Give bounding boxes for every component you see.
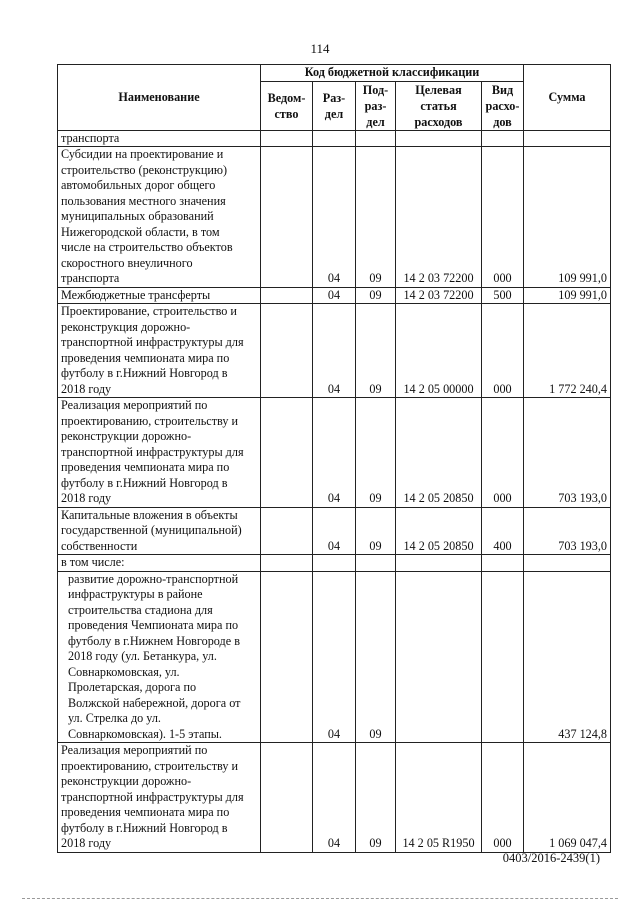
row-name: развитие дорожно-транспортной инфраструктуры в районе строительства стадиона для проведения Чемпионата мира по футболу в г.Нижнем Новгороде в 2018 году (ул. Бетанкура, ул. Совнаркомовская, ул. Пролетарская, дорога по Волжской набережной, дорога от ул. Стрелка до ул. Совнаркомовская). 1-5 этапы. <box>58 571 261 743</box>
row-type <box>482 571 524 743</box>
row-sum: 703 193,0 <box>524 398 611 508</box>
row-type: 400 <box>482 507 524 555</box>
row-subsection <box>356 555 396 572</box>
row-dept <box>261 287 313 304</box>
budget-table <box>57 64 611 853</box>
row-target <box>396 555 482 572</box>
row-name: Проектирование, строительство и реконструкция дорожно- транспортной инфраструктуры для проведения чемпионата мира по футболу в г.Нижний Новгород в 2018 году <box>58 304 261 398</box>
table-row <box>58 147 611 288</box>
header-type: Вид расхо- дов <box>482 81 524 130</box>
table-row <box>58 555 611 572</box>
row-type: 000 <box>482 743 524 853</box>
footer-divider <box>22 898 618 899</box>
row-subsection <box>356 130 396 147</box>
row-target: 14 2 03 72200 <box>396 147 482 288</box>
header-section: Раз- дел <box>313 81 356 130</box>
row-sum: 437 124,8 <box>524 571 611 743</box>
row-dept <box>261 304 313 398</box>
row-subsection: 09 <box>356 571 396 743</box>
row-section: 04 <box>313 287 356 304</box>
row-target: 14 2 05 20850 <box>396 507 482 555</box>
row-section: 04 <box>313 147 356 288</box>
table-row <box>58 304 611 398</box>
row-dept <box>261 507 313 555</box>
row-dept <box>261 555 313 572</box>
row-section: 04 <box>313 507 356 555</box>
row-sum: 109 991,0 <box>524 287 611 304</box>
table-row <box>58 571 611 743</box>
row-target: 14 2 05 00000 <box>396 304 482 398</box>
row-type: 000 <box>482 304 524 398</box>
row-name: Реализация мероприятий по проектированию, строительству и реконструкции дорожно- транспортной инфраструктуры для проведения чемпионата мира по футболу в г.Нижний Новгород в 2018 году <box>58 743 261 853</box>
row-subsection: 09 <box>356 743 396 853</box>
table-row <box>58 398 611 508</box>
table-row <box>58 743 611 853</box>
row-dept <box>261 130 313 147</box>
row-section: 04 <box>313 304 356 398</box>
row-sum: 1 069 047,4 <box>524 743 611 853</box>
header-name: Наименование <box>58 65 261 131</box>
row-name: Реализация мероприятий по проектированию, строительству и реконструкции дорожно- транспортной инфраструктуры для проведения чемпионата мира по футболу в г.Нижний Новгород в 2018 году <box>58 398 261 508</box>
row-target: 14 2 05 R1950 <box>396 743 482 853</box>
row-sum <box>524 130 611 147</box>
header-dept: Ведом- ство <box>261 81 313 130</box>
row-sum: 703 193,0 <box>524 507 611 555</box>
table-row <box>58 287 611 304</box>
row-dept <box>261 147 313 288</box>
row-sum: 1 772 240,4 <box>524 304 611 398</box>
row-subsection: 09 <box>356 507 396 555</box>
row-subsection: 09 <box>356 304 396 398</box>
row-target <box>396 571 482 743</box>
row-section <box>313 130 356 147</box>
row-dept <box>261 571 313 743</box>
row-dept <box>261 743 313 853</box>
header-subsection: Под- раз- дел <box>356 81 396 130</box>
row-target <box>396 130 482 147</box>
row-name: Капитальные вложения в объекты государственной (муниципальной) собственности <box>58 507 261 555</box>
row-type <box>482 130 524 147</box>
row-target: 14 2 03 72200 <box>396 287 482 304</box>
row-name: Субсидии на проектирование и строительство (реконструкцию) автомобильных дорог общего пользования местного значения муниципальных образований Нижегородской области, в том числе на строительство объектов скоростного внеуличного транспорта <box>58 147 261 288</box>
row-sum <box>524 555 611 572</box>
row-subsection: 09 <box>356 147 396 288</box>
row-section: 04 <box>313 571 356 743</box>
document-code: 0403/2016-2439(1) <box>502 851 600 865</box>
header-target: Целевая статья расходов <box>396 81 482 130</box>
row-name: Межбюджетные трансферты <box>58 287 261 304</box>
row-sum: 109 991,0 <box>524 147 611 288</box>
row-section: 04 <box>313 743 356 853</box>
row-type: 500 <box>482 287 524 304</box>
row-name: транспорта <box>58 130 261 147</box>
row-type: 000 <box>482 398 524 508</box>
row-target: 14 2 05 20850 <box>396 398 482 508</box>
header-sum: Сумма <box>524 65 611 131</box>
page-number: 114 <box>310 41 330 56</box>
row-section <box>313 555 356 572</box>
header-classification-group: Код бюджетной классификации <box>261 65 524 82</box>
row-subsection: 09 <box>356 287 396 304</box>
row-dept <box>261 398 313 508</box>
row-name: в том числе: <box>58 555 261 572</box>
row-subsection: 09 <box>356 398 396 508</box>
table-row <box>58 507 611 555</box>
header-row-top <box>58 65 611 82</box>
row-type <box>482 555 524 572</box>
row-section: 04 <box>313 398 356 508</box>
table-row <box>58 130 611 147</box>
row-type: 000 <box>482 147 524 288</box>
